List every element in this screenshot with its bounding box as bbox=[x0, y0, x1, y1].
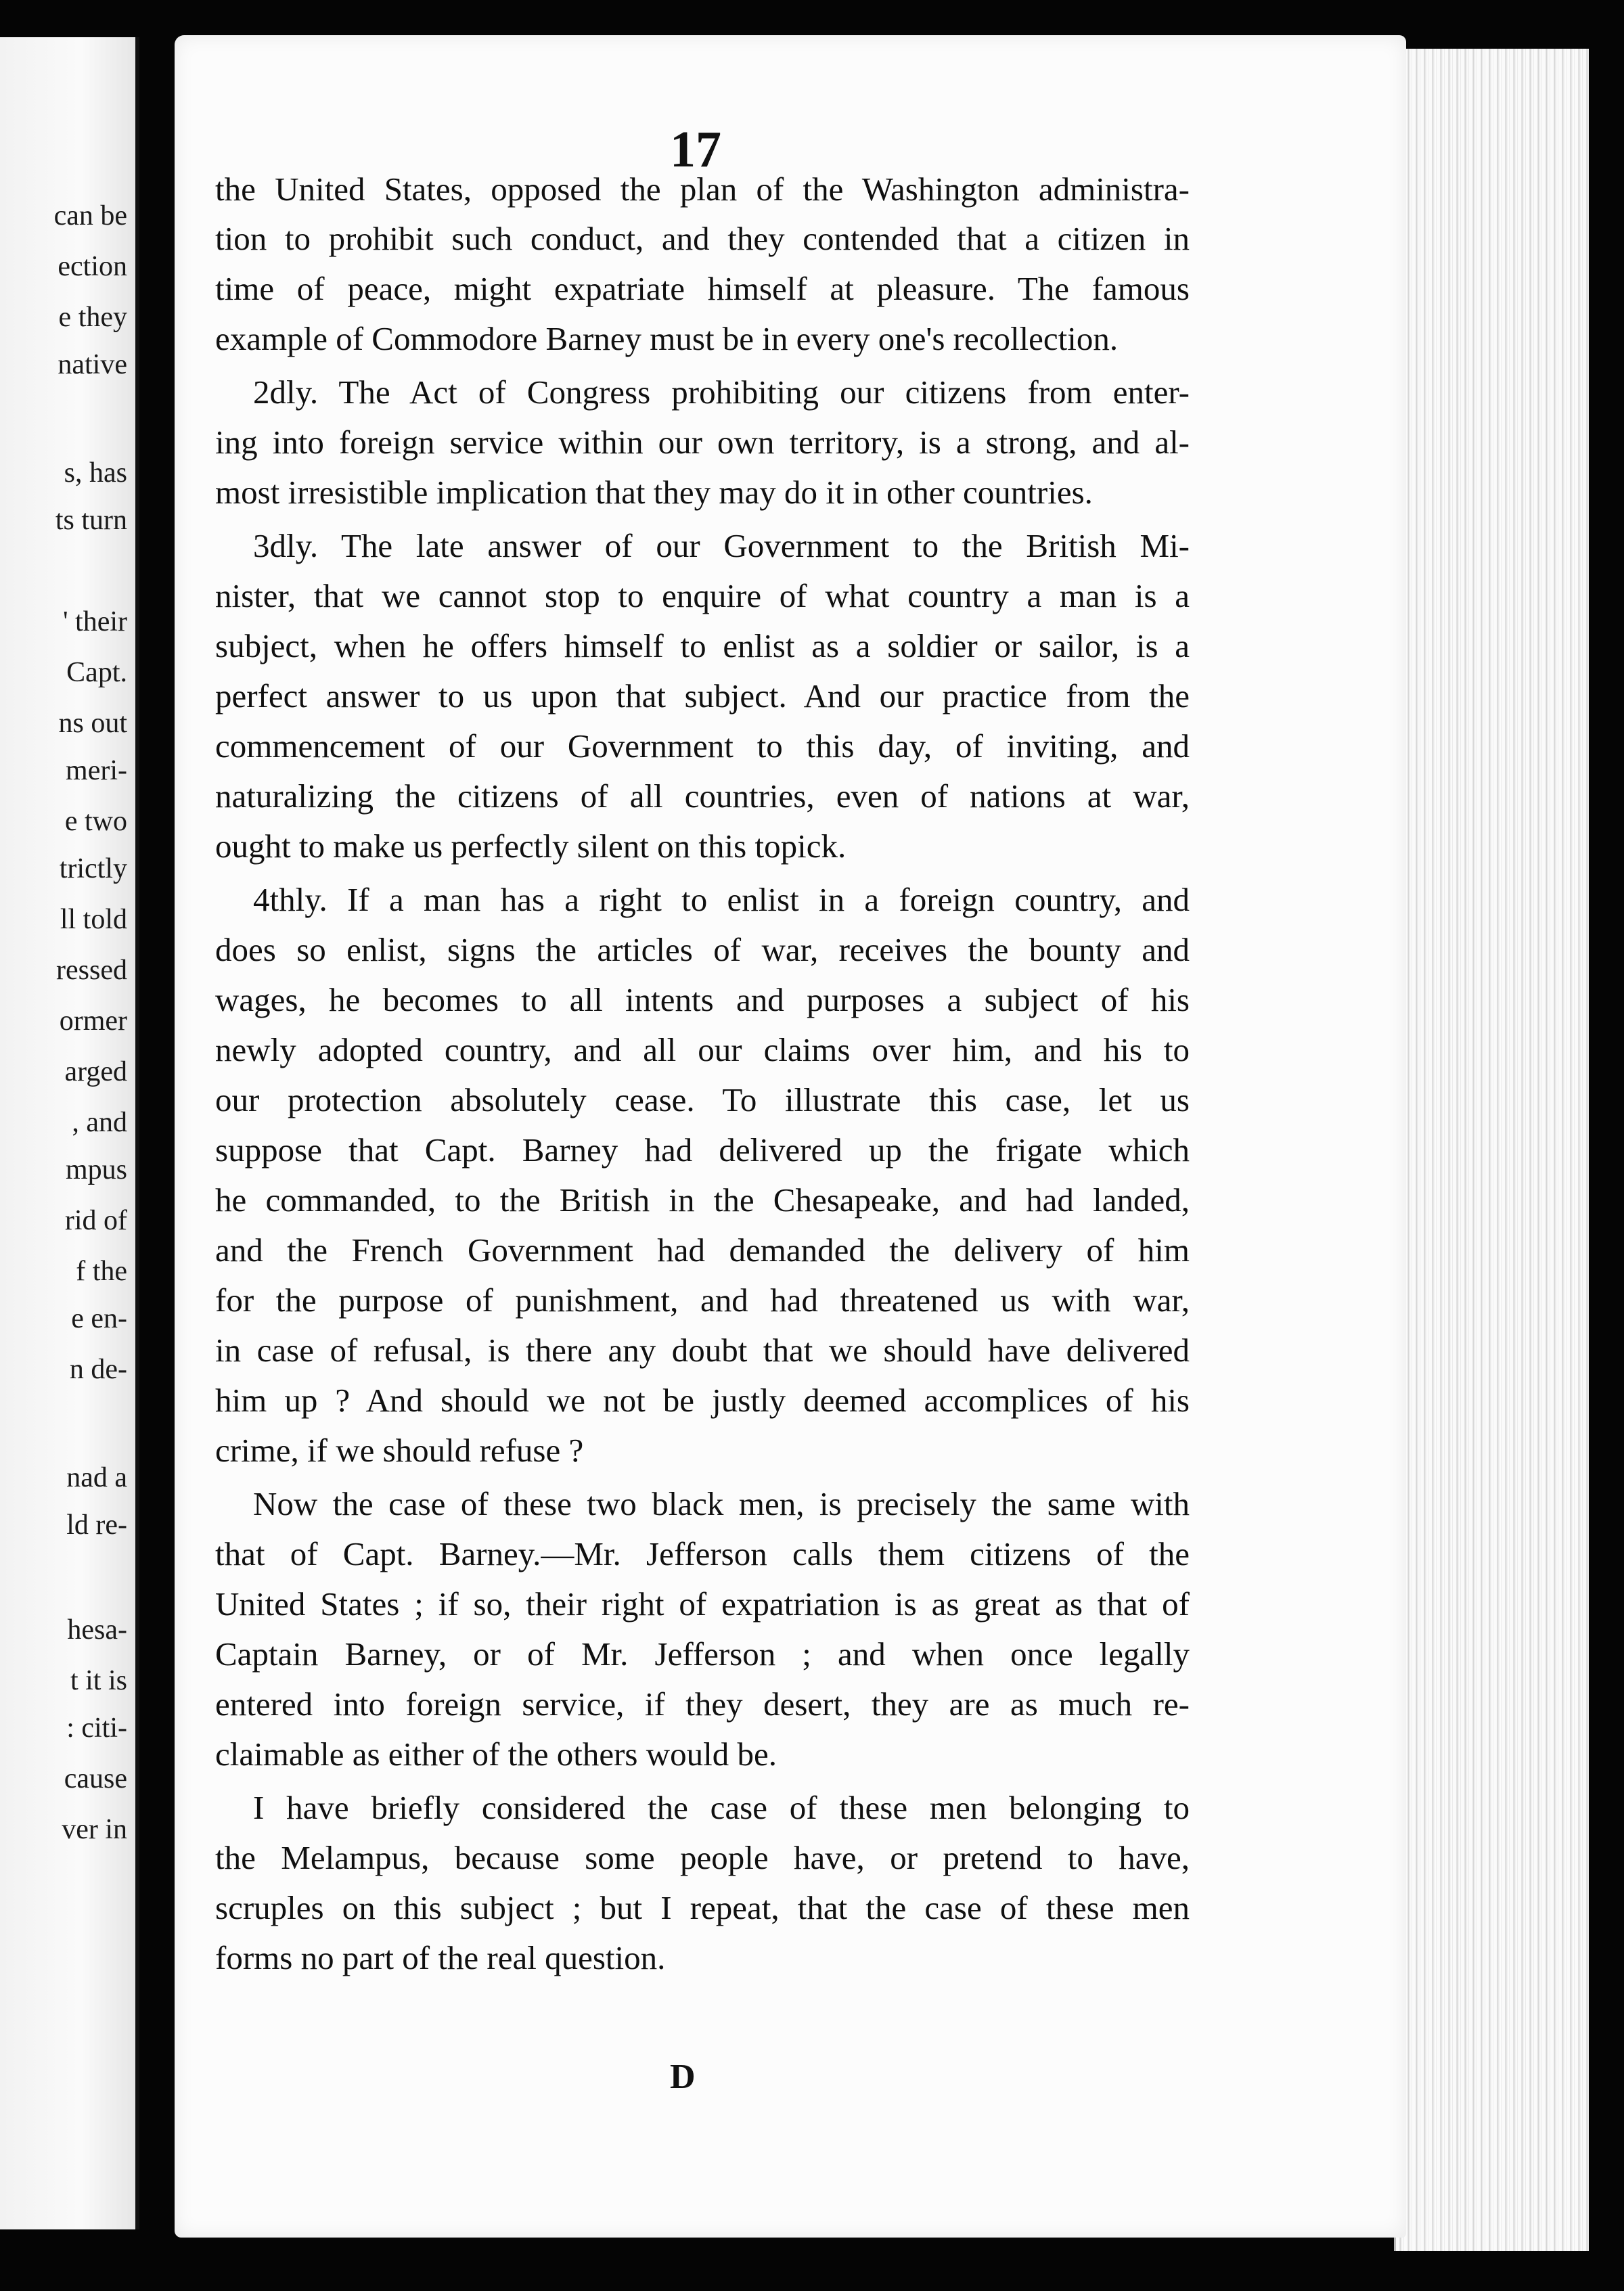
text-line: newly adopted country, and all our claims over him, and his to bbox=[215, 1031, 1190, 1068]
left-page-text-fragment: ver in bbox=[62, 1814, 127, 1845]
left-page-text-fragment: meri- bbox=[66, 755, 127, 786]
left-page-text-fragment: ormer bbox=[59, 1005, 127, 1037]
left-page-text-fragment: ts turn bbox=[55, 505, 127, 536]
left-page-text-fragment: n de- bbox=[69, 1354, 127, 1385]
text-line: ing into foreign service within our own territory, is a strong, and al- bbox=[215, 424, 1190, 461]
page-edges bbox=[1394, 49, 1589, 2251]
left-page-text-fragment: native bbox=[58, 349, 127, 380]
left-page-text-fragment: ection bbox=[58, 251, 127, 282]
text-line: that of Capt. Barney.—Mr. Jefferson calls them citizens of the bbox=[215, 1535, 1190, 1572]
text-line: he commanded, to the British in the Chesapeake, and had landed, bbox=[215, 1181, 1190, 1219]
text-line: subject, when he offers himself to enlist as a soldier or sailor, is a bbox=[215, 627, 1190, 664]
left-page-text-fragment: ressed bbox=[56, 955, 127, 986]
left-page-text-fragment: ll told bbox=[60, 904, 127, 935]
text-line: entered into foreign service, if they desert, they are as much re- bbox=[215, 1685, 1190, 1723]
left-page-fragment bbox=[0, 37, 139, 2229]
text-line: perfect answer to us upon that subject. And our practice from the bbox=[215, 677, 1190, 714]
text-line: 4thly. If a man has a right to enlist in a foreign country, and bbox=[253, 881, 1190, 918]
left-page-text-fragment: arged bbox=[64, 1056, 127, 1087]
left-page-text-fragment: e they bbox=[58, 302, 127, 333]
left-page-text-fragment: s, has bbox=[64, 457, 127, 489]
text-line: 2dly. The Act of Congress prohibiting our citizens from enter- bbox=[253, 373, 1190, 411]
text-line: forms no part of the real question. bbox=[215, 1939, 666, 1976]
left-page-text-fragment: mpus bbox=[65, 1154, 127, 1185]
left-page-text-fragment: , and bbox=[72, 1107, 127, 1138]
left-page-text-fragment: Capt. bbox=[66, 657, 127, 688]
text-line: the Melampus, because some people have, or pretend to have, bbox=[215, 1839, 1190, 1876]
left-page-text-fragment: ' their bbox=[62, 606, 127, 637]
text-line: for the purpose of punishment, and had threatened us with war, bbox=[215, 1281, 1190, 1319]
text-line: nister, that we cannot stop to enquire of what country a man is a bbox=[215, 577, 1190, 614]
text-line: tion to prohibit such conduct, and they contended that a citizen in bbox=[215, 220, 1190, 257]
text-line: I have briefly considered the case of these men belonging to bbox=[253, 1789, 1190, 1826]
text-line: ought to make us perfectly silent on this topick. bbox=[215, 827, 847, 865]
text-line: the United States, opposed the plan of the Washington administra- bbox=[215, 171, 1190, 208]
text-line: most irresistible implication that they may do it in other countries. bbox=[215, 474, 1093, 511]
text-line: wages, he becomes to all intents and purposes a subject of his bbox=[215, 981, 1190, 1018]
left-page-text-fragment: e en- bbox=[71, 1303, 127, 1334]
left-page-text-fragment: can be bbox=[53, 200, 127, 231]
left-page-text-fragment: f the bbox=[76, 1256, 127, 1287]
text-line: naturalizing the citizens of all countries, even of nations at war, bbox=[215, 777, 1190, 815]
text-line: United States ; if so, their right of expatriation is as great as that of bbox=[215, 1585, 1190, 1623]
left-page-text-fragment: nad a bbox=[66, 1462, 127, 1493]
left-page-text-fragment: ld re- bbox=[66, 1510, 127, 1541]
text-line: time of peace, might expatriate himself at pleasure. The famous bbox=[215, 270, 1190, 307]
left-page-text-fragment: hesa- bbox=[67, 1614, 127, 1646]
text-line: suppose that Capt. Barney had delivered up the frigate which bbox=[215, 1131, 1190, 1169]
text-line: commencement of our Government to this day, of inviting, and bbox=[215, 727, 1190, 765]
text-line: and the French Government had demanded the delivery of him bbox=[215, 1231, 1190, 1269]
left-page-text-fragment: e two bbox=[64, 806, 127, 837]
text-line: 3dly. The late answer of our Government to the British Mi- bbox=[253, 527, 1190, 564]
left-page-text-fragment: rid of bbox=[64, 1205, 127, 1236]
left-page-text-fragment: cause bbox=[64, 1763, 127, 1794]
text-line: example of Commodore Barney must be in every one's recollection. bbox=[215, 320, 1119, 357]
text-line: does so enlist, signs the articles of war, receives the bounty and bbox=[215, 931, 1190, 968]
text-line: scruples on this subject ; but I repeat, that the case of these men bbox=[215, 1889, 1190, 1926]
text-line: him up ? And should we not be justly deemed accomplices of his bbox=[215, 1382, 1190, 1419]
text-line: Now the case of these two black men, is precisely the same with bbox=[253, 1485, 1190, 1522]
text-line: our protection absolutely cease. To illustrate this case, let us bbox=[215, 1081, 1190, 1118]
left-page-text-fragment: t it is bbox=[70, 1665, 127, 1696]
page-number: 17 bbox=[670, 121, 721, 178]
left-page-text-fragment: ns out bbox=[58, 708, 127, 739]
text-line: Captain Barney, or of Mr. Jefferson ; and when once legally bbox=[215, 1635, 1190, 1673]
text-line: in case of refusal, is there any doubt that we should have delivered bbox=[215, 1332, 1190, 1369]
left-page-text-fragment: : citi- bbox=[66, 1712, 127, 1744]
text-line: crime, if we should refuse ? bbox=[215, 1432, 584, 1469]
text-line: claimable as either of the others would be. bbox=[215, 1736, 777, 1773]
left-page-text-fragment: trictly bbox=[59, 853, 127, 884]
signature-mark: D bbox=[670, 2058, 696, 2096]
